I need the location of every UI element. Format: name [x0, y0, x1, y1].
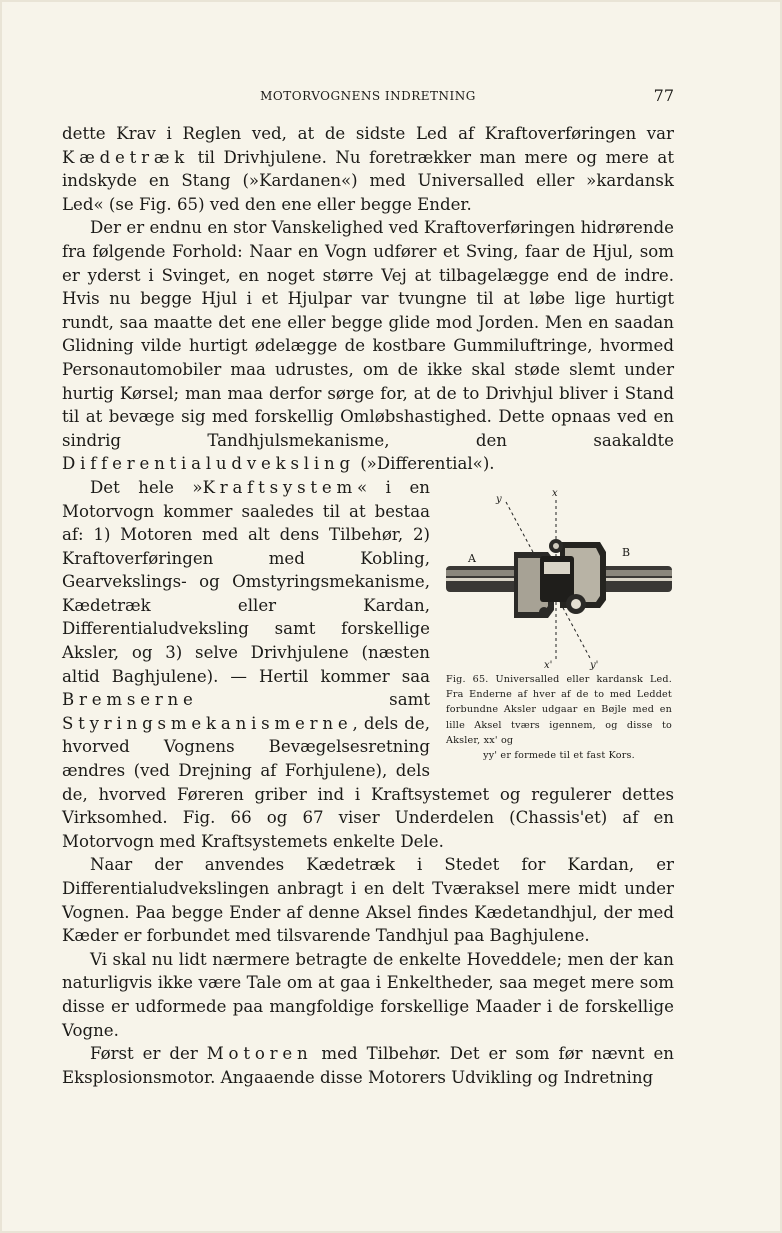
spaced-term: Differentialudveksling — [62, 454, 355, 474]
spaced-term: Styringsmekanismerne — [62, 713, 353, 733]
label-b: B — [622, 545, 631, 559]
page-header — [62, 86, 674, 106]
label-y-prime: y' — [590, 659, 599, 671]
label-y: y — [496, 493, 502, 505]
label-x: x — [552, 487, 558, 499]
paragraph-6: Først er der Motoren med Tilbehør. Det er som før nævnt en Eksplosionsmotor. Angaaende disse Motorers Udvikling og Indretning — [62, 1044, 674, 1087]
paragraph-2: Der er endnu en stor Vanskelighed ved Kraftoverføringen hidrørende fra følgende Forhold: Naar en Vogn udfører et Sving, faar de Hjul, som er yderst i Svinget, en noget større Vej at tilbagelægge end de indre. Hvis nu begge Hjul i et Hjulpar var tvungne til at løbe lige hurtigt rundt, saa maatte det ene eller begge glide mod Jorden. Men en saadan Glidning vilde hurtigt ødelægge de kostbare Gummiluftringe, hvormed Personautomobiler maa udrustes, om de ikke skal støde slemt under hurtig Kørsel; man maa derfor sørge for, at de to Drivhjul bliver i Stand til at bevæge sig med forskellig Omløbshastighed. Dette opnaas ved en sindrig Tandhjulsmekanisme, den saakaldte Differentialudveksling (»Differential«). — [62, 218, 674, 474]
spaced-term: Kraftsystem — [202, 477, 358, 497]
label-x-prime: x' — [544, 659, 553, 671]
spaced-term: Kædetræk — [62, 147, 190, 167]
paragraph-4: Naar der anvendes Kædetræk i Stedet for Kardan, er Differentialudvekslingen anbragt i en delt Tværaksel mere midt under Vognen. Paa begge Ender af denne Aksel findes Kædetandhjul, der med Kæder er forbundet med tilsvarende Tandhjul paa Baghjulene. — [62, 855, 674, 946]
paragraph-1: dette Krav i Reglen ved, at de sidste Led af Kraftoverføringen var Kædetræk til Drivhjulene. Nu foretrækker man mere og mere at indskyde en Stang (»Kardanen«) med Universalled eller »kardansk Led« (se Fig. 65) ved den ene eller begge Ender. — [62, 124, 674, 214]
spaced-term: Bremserne — [62, 690, 198, 710]
running-title: MOTORVOGNENS INDRETNING — [260, 89, 476, 103]
paragraph-5: Vi skal nu lidt nærmere betragte de enkelte Hoveddele; men der kan naturligvis ikke være Tale om at gaa i Enkeltheder, saa meget mere som disse er udformede paa mangfoldige forskellige Maader i de forskellige Vogne. — [62, 949, 674, 1040]
paragraph-3: Det hele »Kraftsystem« i en Motorvogn kommer saaledes til at bestaa af: 1) Motoren med alt dens Tilbehør, 2) Kraftoverføringen med Kobling, Gearvekslings- og Omstyringsmekanisme, Kædetræk eller Kardan, Differentialudveksling samt forskellige Aksler, og 3) selve Drivhjulene (næsten altid Baghjulene). — Hertil kommer saa Bremserne samt Styringsmekanismerne, dels de, hvorved Vognens Bevægelsesretning ændres (ved Drejning af Forhjulene), dels de, hvorved Føreren griber ind i Kraftsystemet og regulerer dettes Virksomhed. Fig. 66 og 67 viser Underdelen (Chassis'et) af en Motorvogn med Kraftsystemets enkelte Dele. — [62, 477, 674, 851]
body-text — [62, 122, 674, 1089]
figure-65 — [444, 482, 674, 763]
page-number: 77 — [653, 86, 674, 105]
spaced-term: Motoren — [206, 1044, 313, 1064]
figure-caption: Fig. 65. Universalled eller kardansk Led. Fra Enderne af hver af de to med Leddet forbundne Aksler udgaar en Bøjle med en lille Aksel tværs igennem, og disse to Aksler, xx' og yy' er formede til et fast Kors. — [446, 673, 673, 761]
label-a: A — [468, 551, 476, 565]
universal-joint-illustration — [444, 482, 674, 672]
